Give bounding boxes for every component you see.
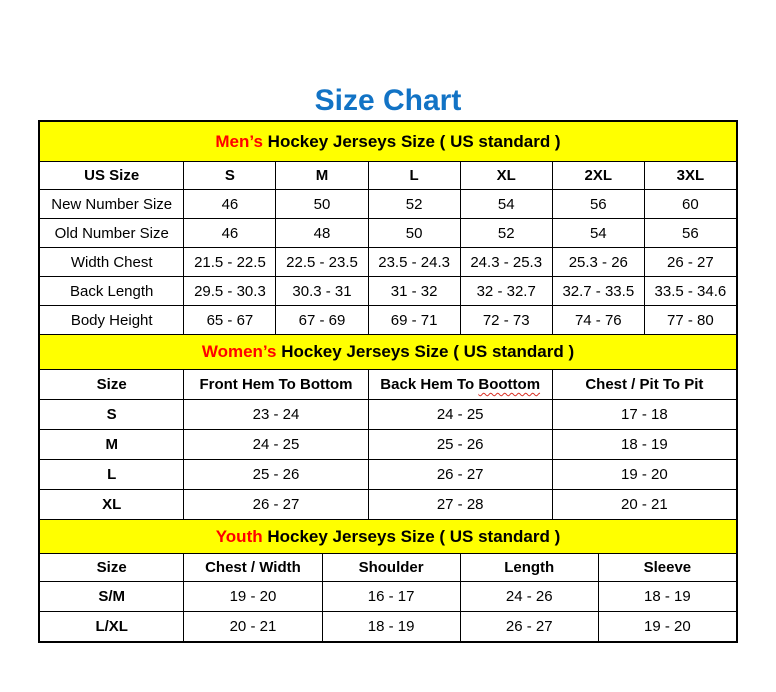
- table-cell: 50: [368, 219, 460, 247]
- youth-section-title: Hockey Jerseys Size ( US standard ): [262, 526, 561, 546]
- table-cell: 25 - 26: [183, 460, 367, 489]
- table-row: [40, 459, 736, 489]
- table-cell: 48: [275, 219, 367, 247]
- womens-header-size: Size: [96, 376, 127, 393]
- table-cell: 21.5 - 22.5: [183, 248, 275, 276]
- mens-header-us-size: US Size: [84, 167, 140, 184]
- table-cell: 31 - 32: [368, 277, 460, 305]
- womens-header-row: [40, 369, 736, 399]
- mens-header-m: M: [275, 162, 367, 189]
- table-cell: 17 - 18: [552, 400, 736, 429]
- youth-section-accent: Youth: [215, 526, 263, 546]
- table-row: [40, 611, 736, 641]
- table-cell: 26 - 27: [460, 612, 598, 641]
- table-cell: 27 - 28: [368, 490, 552, 519]
- table-cell: 24 - 25: [183, 430, 367, 459]
- womens-header-back-hem: [368, 370, 552, 399]
- table-row: [40, 581, 736, 611]
- table-cell: 18 - 19: [552, 430, 736, 459]
- table-cell: 25.3 - 26: [552, 248, 644, 276]
- table-cell: 52: [368, 190, 460, 218]
- table-cell: 22.5 - 23.5: [275, 248, 367, 276]
- youth-header-size: Size: [96, 559, 127, 576]
- table-row: [40, 189, 736, 218]
- table-row: [40, 276, 736, 305]
- youth-header-sleeve: Sleeve: [598, 554, 736, 581]
- row-label: New Number Size: [51, 195, 173, 213]
- mens-header-xl: XL: [460, 162, 552, 189]
- table-cell: 46: [183, 219, 275, 247]
- mens-header-2xl: 2XL: [552, 162, 644, 189]
- table-cell: 20 - 21: [183, 612, 321, 641]
- youth-header-row: [40, 553, 736, 581]
- table-cell: 65 - 67: [183, 306, 275, 334]
- table-row: [40, 305, 736, 334]
- table-row: [40, 489, 736, 519]
- mens-header-row: [40, 161, 736, 189]
- youth-section-band: [40, 519, 736, 553]
- mens-header-3xl: 3XL: [644, 162, 736, 189]
- womens-header-front-hem: Front Hem To Bottom: [183, 370, 367, 399]
- table-cell: 33.5 - 34.6: [644, 277, 736, 305]
- table-cell: 19 - 20: [552, 460, 736, 489]
- womens-section-accent: Women’s: [201, 342, 277, 361]
- row-label: L/XL: [95, 618, 128, 635]
- size-chart-table: [38, 120, 738, 643]
- table-cell: 56: [552, 190, 644, 218]
- table-cell: 67 - 69: [275, 306, 367, 334]
- row-label: Body Height: [70, 311, 153, 329]
- table-cell: 46: [183, 190, 275, 218]
- table-cell: 23 - 24: [183, 400, 367, 429]
- table-cell: 20 - 21: [552, 490, 736, 519]
- mens-section-band: [40, 122, 736, 161]
- row-label: Width Chest: [70, 253, 153, 271]
- mens-section-accent: Men’s: [215, 131, 263, 151]
- table-cell: 32 - 32.7: [460, 277, 552, 305]
- table-cell: 30.3 - 31: [275, 277, 367, 305]
- table-cell: 18 - 19: [322, 612, 460, 641]
- table-cell: 74 - 76: [552, 306, 644, 334]
- table-row: [40, 399, 736, 429]
- table-cell: 72 - 73: [460, 306, 552, 334]
- row-label: S: [106, 406, 117, 423]
- table-cell: 56: [644, 219, 736, 247]
- table-cell: 32.7 - 33.5: [552, 277, 644, 305]
- page-title: Size Chart: [314, 84, 462, 118]
- table-row: [40, 247, 736, 276]
- womens-header-chest: Chest / Pit To Pit: [552, 370, 736, 399]
- table-cell: 24.3 - 25.3: [460, 248, 552, 276]
- table-cell: 54: [552, 219, 644, 247]
- youth-header-length: Length: [460, 554, 598, 581]
- womens-header-back-hem-text: Back Hem To: [380, 376, 475, 393]
- table-cell: 24 - 25: [368, 400, 552, 429]
- table-cell: 24 - 26: [460, 582, 598, 611]
- table-cell: 52: [460, 219, 552, 247]
- row-label: S/M: [98, 588, 126, 605]
- table-row: [40, 218, 736, 247]
- table-cell: 26 - 27: [183, 490, 367, 519]
- row-label: Back Length: [69, 282, 154, 300]
- youth-header-chest-width: Chest / Width: [183, 554, 321, 581]
- table-cell: 60: [644, 190, 736, 218]
- table-cell: 25 - 26: [368, 430, 552, 459]
- mens-header-l: L: [368, 162, 460, 189]
- table-cell: 50: [275, 190, 367, 218]
- table-cell: 18 - 19: [598, 582, 736, 611]
- mens-header-s: S: [183, 162, 275, 189]
- womens-header-misspelled-word: Boottom: [478, 376, 541, 393]
- table-cell: 69 - 71: [368, 306, 460, 334]
- table-cell: 54: [460, 190, 552, 218]
- table-cell: 29.5 - 30.3: [183, 277, 275, 305]
- mens-section-title: Hockey Jerseys Size ( US standard ): [262, 131, 561, 151]
- table-cell: 23.5 - 24.3: [368, 248, 460, 276]
- womens-section-title: Hockey Jerseys Size ( US standard ): [276, 342, 575, 361]
- table-cell: 77 - 80: [644, 306, 736, 334]
- table-cell: 26 - 27: [368, 460, 552, 489]
- table-cell: 26 - 27: [644, 248, 736, 276]
- womens-section-band: [40, 334, 736, 369]
- row-label: M: [105, 436, 118, 453]
- table-cell: 19 - 20: [183, 582, 321, 611]
- row-label: XL: [102, 496, 122, 513]
- youth-header-shoulder: Shoulder: [322, 554, 460, 581]
- table-row: [40, 429, 736, 459]
- row-label: L: [107, 466, 117, 483]
- table-cell: 19 - 20: [598, 612, 736, 641]
- table-cell: 16 - 17: [322, 582, 460, 611]
- row-label: Old Number Size: [54, 224, 169, 242]
